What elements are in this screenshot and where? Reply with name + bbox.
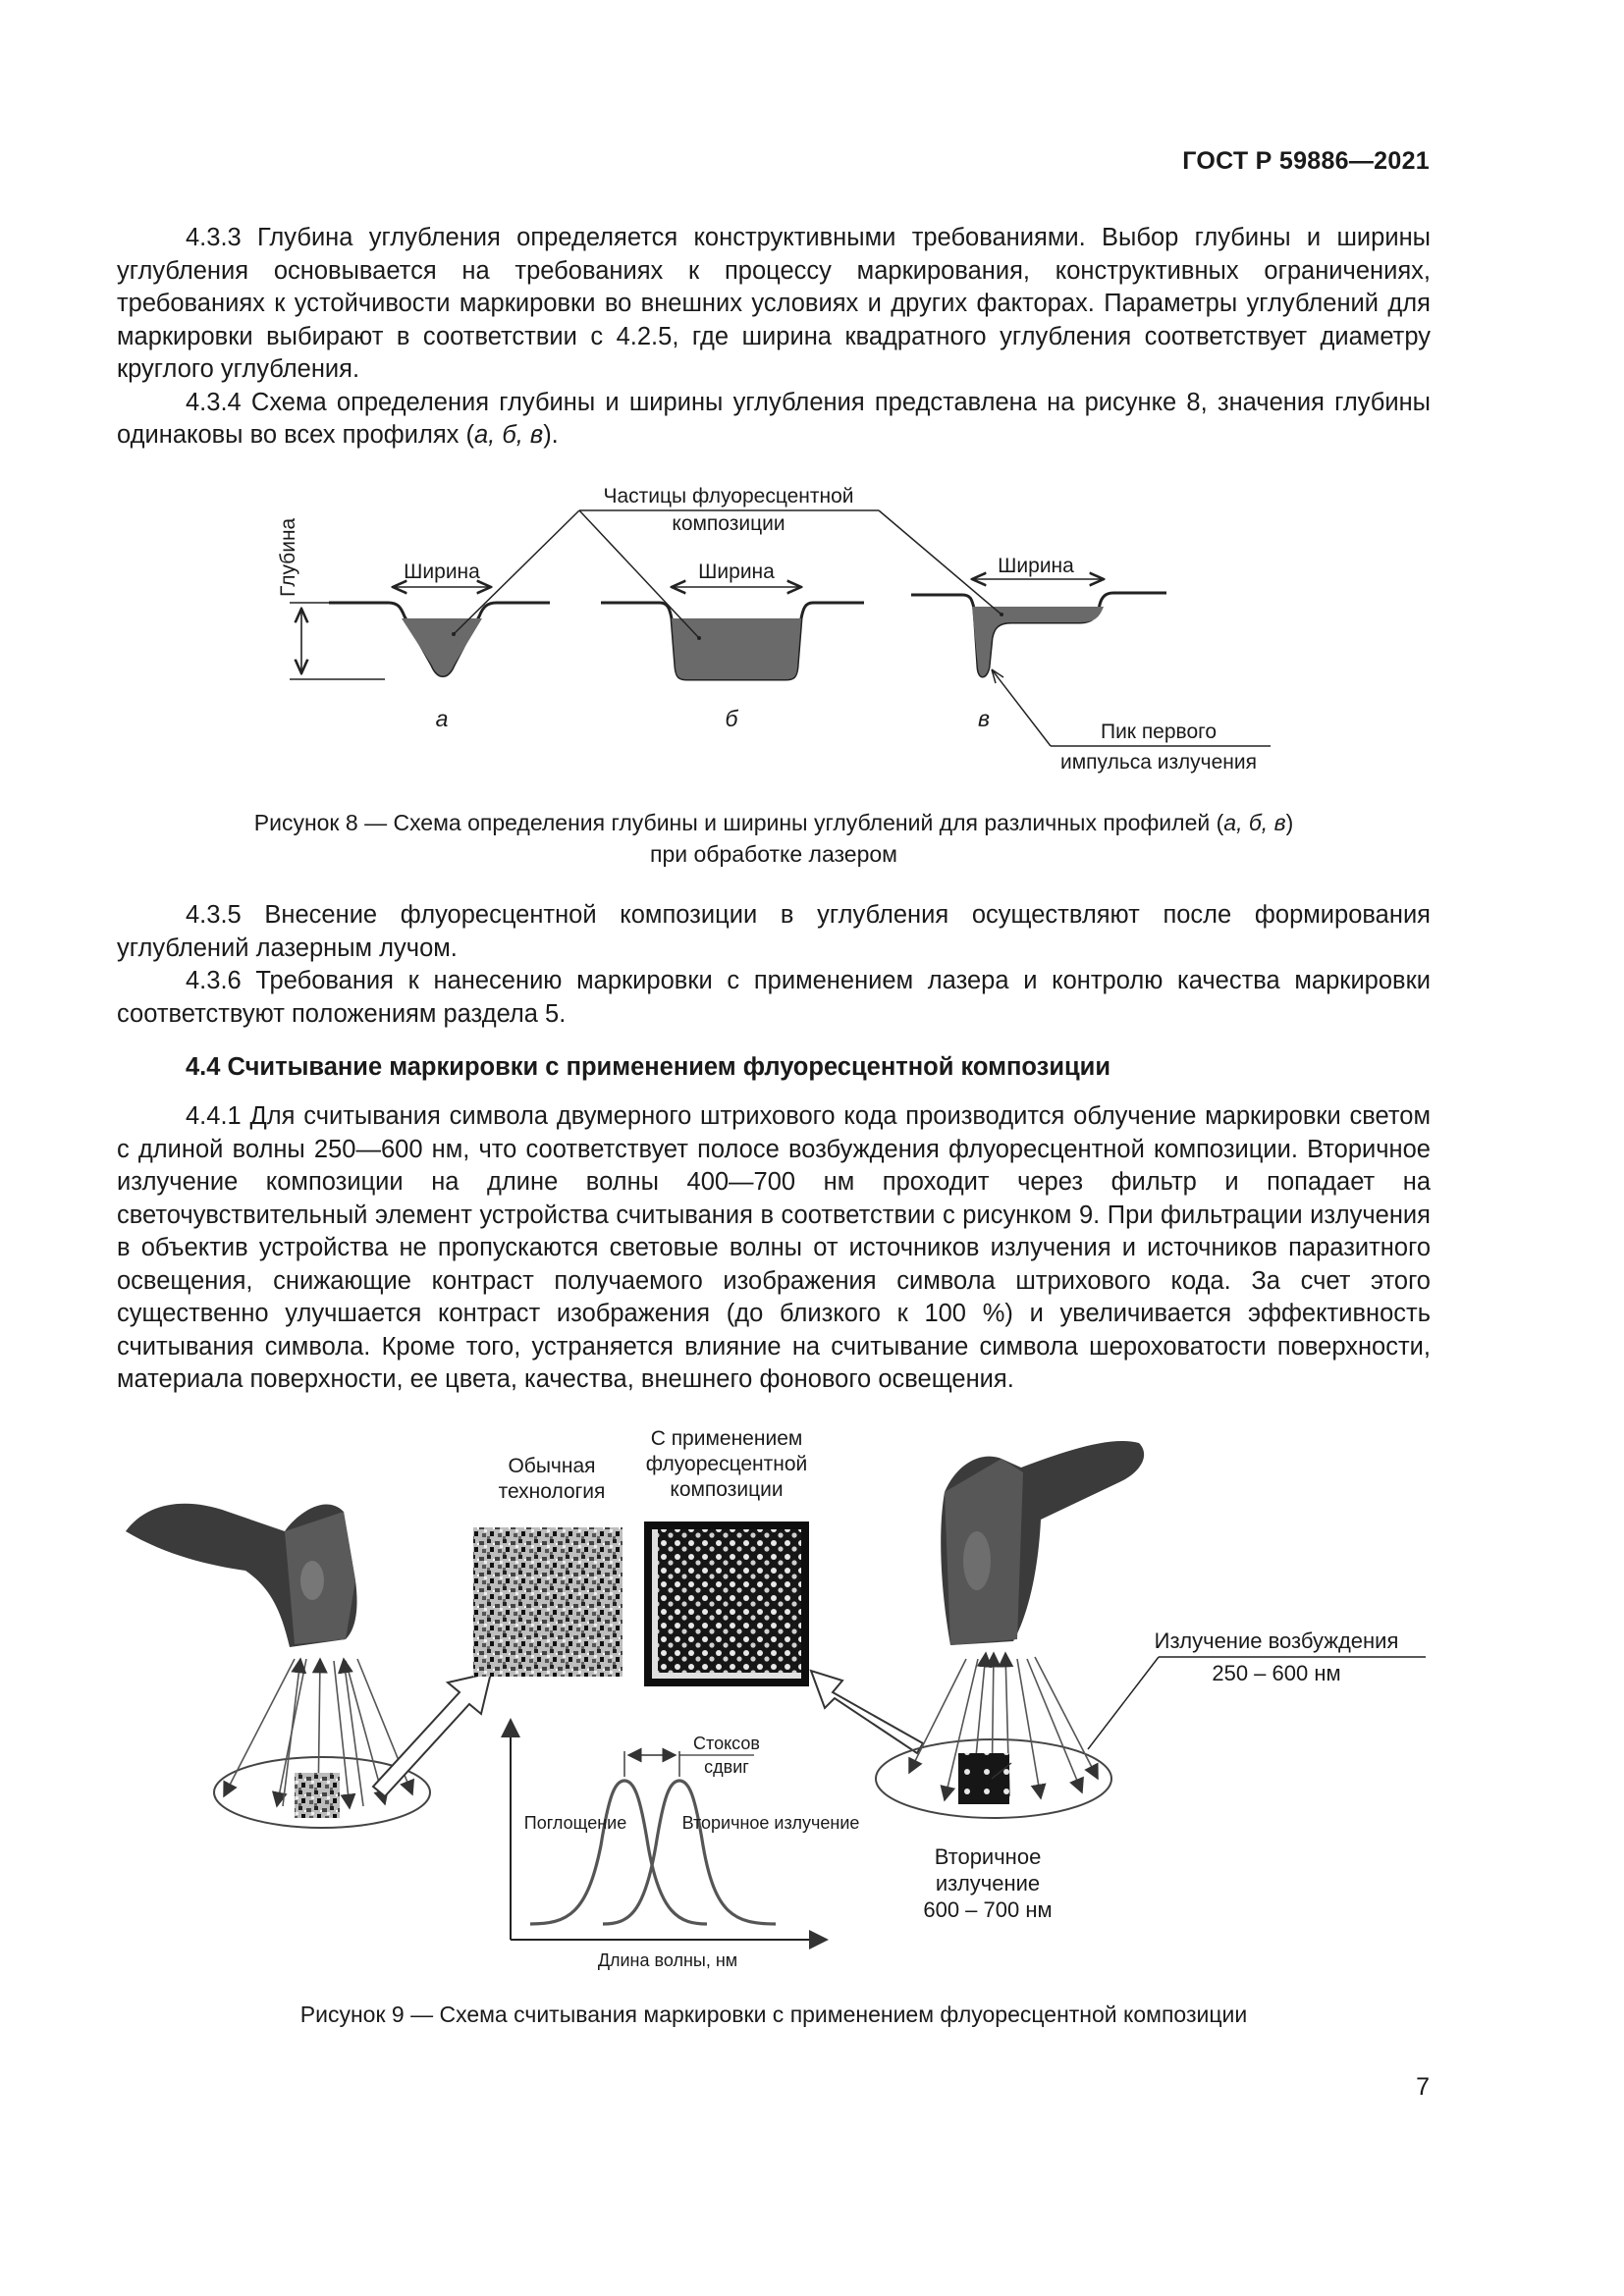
svg-text:композиции: композиции [670,1478,784,1501]
standard-number: ГОСТ Р 59886—2021 [1182,147,1430,175]
page-number: 7 [1416,2073,1430,2101]
figure-9 [0,1414,1624,1983]
text-block-1 [117,222,1431,453]
svg-text:Длина волны, нм: Длина волны, нм [597,1950,738,1970]
text-block-2 [117,899,1431,1031]
svg-text:композиции: композиции [672,512,785,535]
profile-a [329,561,550,731]
svg-text:600 – 700 нм: 600 – 700 нм [923,1897,1053,1922]
svg-text:Глубина: Глубина [277,517,299,597]
section-heading: 4.4 Считывание маркировки с применением флуоресцентной композиции [186,1053,1111,1081]
svg-text:Поглощение: Поглощение [523,1813,627,1833]
svg-text:технология: технология [498,1480,606,1503]
figure-8-caption: Рисунок 8 — Схема определения глубины и ширины углублений для различных профилей (а, б, в) при обработке лазером [253,810,1294,867]
peak-label [992,669,1271,774]
svg-text:Ширина: Ширина [998,555,1074,577]
svg-text:б: б [725,706,738,731]
text-block-3 [117,1100,1431,1397]
svg-text:флуоресцентной: флуоресцентной [645,1453,808,1475]
svg-text:Пик первого: Пик первого [1100,721,1218,743]
conventional-code-image [473,1527,623,1677]
right-scanner [941,1441,1144,1645]
excitation-label [1088,1629,1426,1749]
profile-c [911,555,1166,731]
left-arrow [373,1673,491,1796]
depth-dimension [277,517,385,679]
right-arrow [811,1671,923,1753]
paragraph-4-3-4: 4.3.4 Схема определения глубины и ширины углубления представлена на рисунке 8, значения глубины одинаковы во всех профилях (а, б, в). [117,388,1431,449]
left-target-symbol [295,1773,340,1818]
paragraph-4-3-3: 4.3.3 Глубина углубления определяется конструктивными требованиями. Выбор глубины и ширины углубления основывается на требованиях к процессу маркирования, конструктивных ограничениях, требованиях к устойчивости маркировки во внешних условиях и других факторах. Параметры углублений для маркировки выбирают в соответствии с 4.2.5, где ширина квадратного углубления соответствует диаметру круглого углубления. [117,224,1431,383]
paragraph-4-3-6: 4.3.6 Требования к нанесению маркировки с применением лазера и контролю качества маркировки соответствуют положениям раздела 5. [117,967,1431,1028]
figure-8 [0,461,1624,785]
stokes-shift-graph [511,1720,859,1970]
right-target-symbol [958,1753,1009,1804]
svg-text:250 – 600 нм: 250 – 600 нм [1212,1661,1341,1685]
secondary-emission-label [923,1844,1052,1922]
conventional-label: Обычная [508,1455,596,1477]
left-scanner [126,1504,357,1647]
svg-text:Ширина: Ширина [404,561,480,583]
paragraph-4-3-5: 4.3.5 Внесение флуоресцентной композиции в углубления осуществляют после формирования углублений лазерным лучом. [117,901,1431,962]
svg-text:Стоксов: Стоксов [693,1734,760,1753]
svg-text:сдвиг: сдвиг [704,1757,749,1777]
svg-text:Ширина: Ширина [698,561,775,583]
figure-9-caption: Рисунок 9 — Схема считывания маркировки с применением флуоресцентной композиции [299,2002,1248,2027]
svg-text:Вторичное: Вторичное [934,1844,1042,1869]
paragraph-4-4-1: 4.4.1 Для считывания символа двумерного штрихового кода производится облучение маркировки светом с длиной волны 250—600 нм, что соответствует полосе возбуждения флуоресцентной композиции. Вторичное излучение композиции на длине волны 400—700 нм проходит через фильтр и попадает на светочувствительный элемент устройства считывания в соответствии с рисунком 9. При фильтрации излучения в объектив устройства не пропускаются световые волны от источников излучения и источников паразитного освещения, снижающие контраст получаемого изображения символа штрихового кода. За счет этого существенно улучшается контраст изображения (до близкого к 100 %) и увеличивается эффективность считывания символа. Кроме того, устраняется влияние на считывание символа шероховатости поверхности, материала поверхности, ее цвета, качества, внешнего фонового освещения. [117,1102,1431,1393]
svg-text:а: а [435,706,449,731]
profile-b [601,561,864,731]
fluorescent-label: С применением [650,1427,803,1450]
svg-text:в: в [977,706,991,731]
svg-text:Вторичное излучение: Вторичное излучение [681,1813,860,1833]
svg-text:Частицы флуоресцентной: Частицы флуоресцентной [603,485,854,507]
svg-text:импульса излучения: импульса излучения [1060,751,1257,774]
svg-text:Излучение возбуждения: Излучение возбуждения [1154,1629,1399,1653]
svg-text:излучение: излучение [935,1871,1041,1896]
